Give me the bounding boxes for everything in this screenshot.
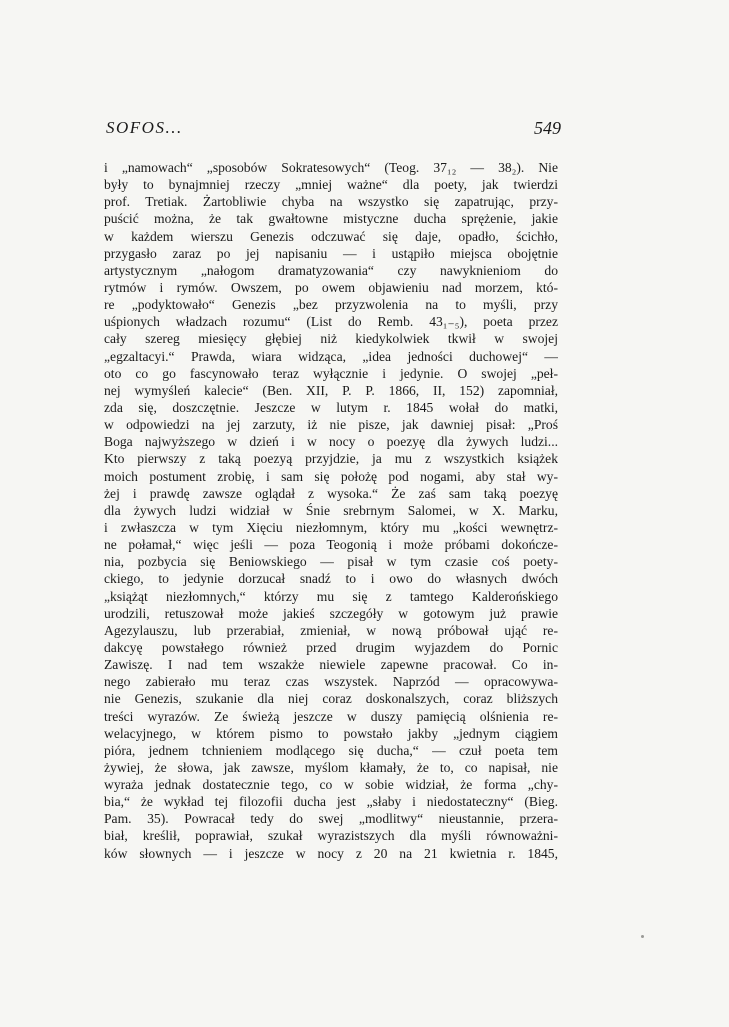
text-line: puścić można, że tak gwałtowne mistyczne ducha sprężenie, jakie [104,211,558,227]
text-line: rytmów i rymów. Owszem, po owem objawieniu nad morzem, któ- [104,279,558,295]
text-line: i zwłaszcza w tym Xięciu niezłomnym, który mu „kości wewnętrz- [104,519,558,535]
text-line: w odpowiedzi na jej zarzuty, iż nie pisze, jak dawniej pisał: „Proś [104,417,558,433]
text-line: re „podyktowało“ Genezis „bez przyzwolenia na to myśli, przy [104,297,558,313]
text-line: dla żywych ludzi widział w Śnie srebrnym Salomei, w X. Marku, [104,502,558,518]
text-line: Boga najwyższego w dzień i w nocy o poezyę dla żywych ludzi... [104,434,558,450]
text-line: prof. Tretiak. Żartobliwie chyba na wszystko się zapatrując, przy- [104,194,558,210]
text-line: „egzaltacyi.“ Prawda, wiara widząca, „idea jedności duchowej“ — [104,348,558,364]
text-line: ków słownych — i jeszcze w nocy z 20 na 21 kwietnia r. 1845, [104,845,558,861]
text-line: biał, kreślił, poprawiał, szukał wyrazistszych dla myśli równoważni- [104,828,558,844]
text-line: Zawiszę. I nad tem wszakże niewiele zapewne pracował. Co in- [104,657,558,673]
text-line: zda się, doszczętnie. Jeszcze w lutym r. 1845 wołał do matki, [104,399,558,415]
text-line: nie Genezis, szukanie dla niej coraz doskonalszych, coraz bliższych [104,691,558,707]
text-line: treści wyrazów. Ze świeżą jeszcze w duszy pamięcią olśnienia re- [104,708,558,724]
paper-speck [641,935,644,938]
text-line: „książąt niezłomnych,“ którzy mu się z tamtego Kalderońskiego [104,588,558,604]
text-line: artystycznym „nałogom dramatyzowania“ czy nawyknieniom do [104,262,558,278]
page-number: 549 [534,118,561,138]
text-line: oto co go fascynowało teraz wyłącznie i jedynie. O swojej „peł- [104,365,558,381]
text-line: moich postument zrobię, i sam się położę pod nogami, aby stał wy- [104,468,558,484]
running-head [106,118,561,142]
text-line: Pam. 35). Powracał tedy do swej „modlitwy“ nieustannie, przera- [104,811,558,827]
text-line: wyraża jednak dostatecznie tego, co w sobie widział, że forma „chy- [104,777,558,793]
text-line: uśpionych władzach rozumu“ (List do Remb. 43₁₋₅), poeta przez [104,314,558,330]
text-line: były to bynajmniej rzeczy „mniej ważne“ dla poety, jak twierdzi [104,177,558,193]
text-line: pióra, jednem tchnieniem modlącego się ducha,“ — czuł poeta tem [104,742,558,758]
text-line: Kto pierwszy z taką poezyą przyjdzie, ja mu z wszystkich książek [104,451,558,467]
text-line: w każdem wierszu Genezis odczuwać się daje, opadło, ścichło, [104,228,558,244]
text-line: urodzili, retuszował może jakieś szczegóły w gotowym już prawie [104,605,558,621]
text-line: Agezylauszu, lub przerabiał, zmieniał, w nową próbował ująć re- [104,622,558,638]
text-line: bia,“ że wykład tej filozofii ducha jest „słaby i niedostateczny“ (Bieg. [104,794,558,810]
text-line: dakcyę powstałego również przed drugim wyjazdem do Pornic [104,639,558,655]
text-line: żej i prawdę zawsze oglądał z wysoka.“ Że zaś sam taką poezyę [104,485,558,501]
text-line: żywiej, że słowa, jak zawsze, myślom kłamały, że to, co napisał, nie [104,759,558,775]
text-line: nej wymyśleń kalecie“ (Ben. XII, P. P. 1866, II, 152) zapomniał, [104,382,558,398]
text-line: welacyjnego, w którem pismo to powstało jakby „jednym ciągiem [104,725,558,741]
text-line: cały szereg miesięcy głębiej niż kiedykolwiek tkwił w swojej [104,331,558,347]
text-line: ckiego, to jedynie dorzucał snadź to i owo do własnych dwóch [104,571,558,587]
text-line: nego zabierało mu teraz czas wszystek. Naprzód — opracowywa- [104,674,558,690]
text-line: i „namowach“ „sposobów Sokratesowych“ (Teog. 37₁₂ — 38₂). Nie [104,160,558,175]
body-text [104,159,558,862]
text-line: nia, pozbycia się Beniowskiego — pisał w tym czasie coś poety- [104,554,558,570]
text-line: ne połamał,“ więc jeśli — poza Teogonią i może próbami dokończe- [104,537,558,553]
text-line: przygasło zaraz po jej napisaniu — i ustąpiło miejsca obojętnie [104,245,558,261]
running-head-title: SOFOS... [106,118,183,137]
